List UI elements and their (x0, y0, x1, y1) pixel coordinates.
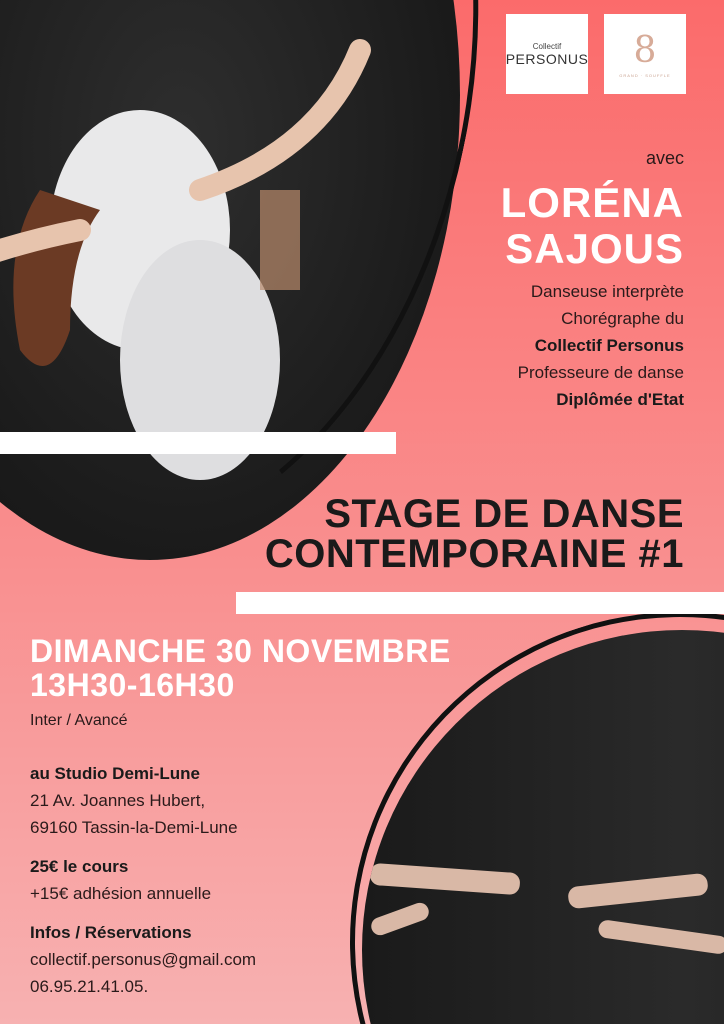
bio-line-3: Collectif Personus (534, 336, 684, 355)
event-time: 13H30-16H30 (30, 667, 235, 703)
bio-line-2: Chorégraphe du (561, 309, 684, 328)
artist-bio (518, 278, 684, 413)
artist-name (501, 180, 684, 272)
event-datetime (30, 634, 451, 702)
venue-street: 21 Av. Joannes Hubert, (30, 791, 206, 810)
event-level: Inter / Avancé (30, 712, 128, 729)
bio-line-5: Diplômée d'Etat (556, 390, 684, 409)
bio-line-4: Professeure de danse (517, 363, 684, 382)
studio-logo-mark: 8 (633, 29, 657, 71)
intro-text: avec (645, 148, 684, 168)
artist-first-name: LORÉNA (500, 179, 684, 226)
artist-last-name: SAJOUS (505, 225, 684, 272)
top-white-bar (0, 432, 396, 454)
mid-white-bar (236, 592, 724, 614)
event-title (265, 494, 684, 574)
contact-email[interactable]: collectif.personus@gmail.com (30, 950, 257, 969)
venue-name: au Studio Demi-Lune (30, 764, 200, 783)
contact-heading: Infos / Réservations (30, 923, 192, 942)
title-line-1: STAGE DE DANSE (324, 492, 684, 536)
logo-small-text: Collectif (532, 41, 562, 51)
title-line-2: CONTEMPORAINE #1 (264, 532, 684, 576)
price-extra: +15€ adhésion annuelle (30, 884, 212, 903)
studio-logo (604, 14, 686, 94)
venue-city: 69160 Tassin-la-Demi-Lune (30, 818, 238, 837)
contact-phone[interactable]: 06.95.21.41.05. (30, 977, 149, 996)
event-date: DIMANCHE 30 NOVEMBRE (30, 633, 451, 669)
bio-line-1: Danseuse interprète (530, 282, 684, 301)
event-info (30, 760, 256, 1000)
collectif-personus-logo (506, 14, 588, 94)
price-main: 25€ le cours (30, 857, 129, 876)
studio-logo-sub: GRAND · SOUFFLE (619, 72, 671, 78)
logo-big-text: PERSONUS (505, 50, 589, 67)
